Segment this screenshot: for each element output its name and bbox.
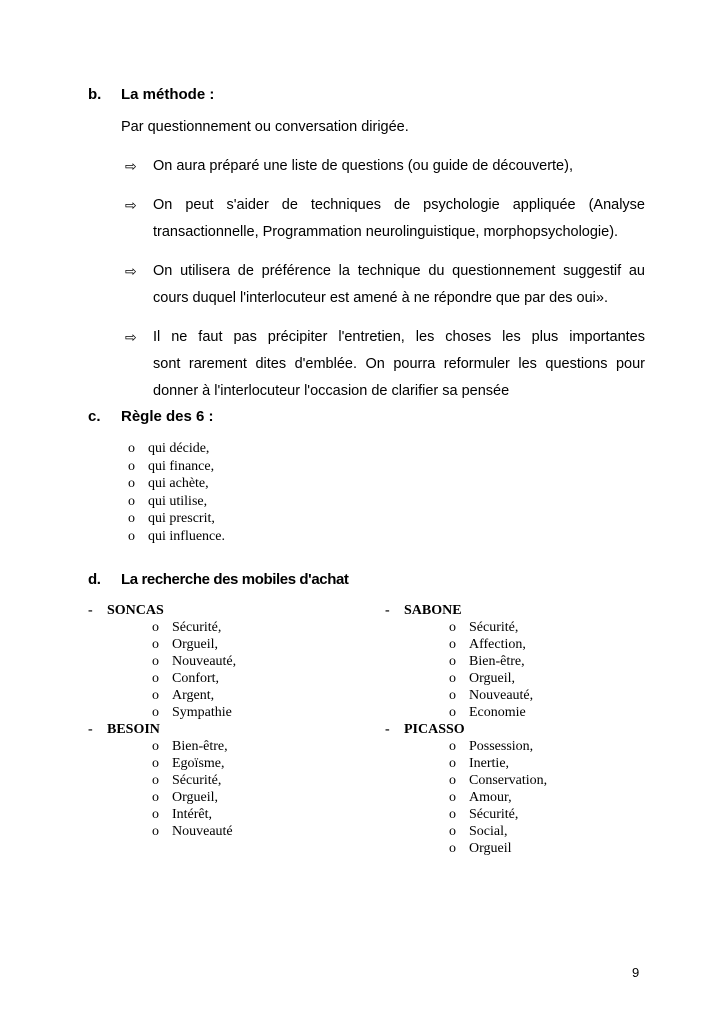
list-item-label: Nouveauté, bbox=[172, 654, 237, 669]
list-item-label: qui prescrit, bbox=[148, 511, 215, 526]
list-item bbox=[128, 493, 225, 511]
arrow-icon: ⇨ bbox=[125, 158, 137, 174]
arrow-icon: ⇨ bbox=[125, 263, 137, 279]
bullet-icon: o bbox=[449, 705, 456, 720]
bullet-icon: o bbox=[152, 773, 159, 788]
list-item-label: Sécurité, bbox=[469, 620, 519, 635]
section-d-title: La recherche des mobiles d'achat bbox=[121, 571, 349, 588]
group-title-picasso bbox=[385, 721, 547, 738]
list-item bbox=[449, 636, 547, 653]
soncas-list bbox=[88, 619, 236, 721]
arrow-item-line: On peut s'aider de techniques de psychologie appliquée (Analyse bbox=[153, 197, 645, 213]
list-item-label: Intérêt, bbox=[172, 807, 213, 822]
bullet-icon: o bbox=[449, 671, 456, 686]
bullet-icon: o bbox=[152, 756, 159, 771]
list-item-label: Affection, bbox=[469, 637, 526, 652]
section-c-title: Règle des 6 : bbox=[121, 408, 214, 425]
group-title-soncas bbox=[88, 602, 236, 619]
list-item bbox=[449, 806, 547, 823]
rule-of-six-list bbox=[128, 440, 225, 545]
section-b-intro: Par questionnement ou conversation dirigée. bbox=[121, 119, 409, 135]
list-item bbox=[449, 755, 547, 772]
bullet-icon: o bbox=[128, 476, 135, 491]
arrow-item-line: transactionnelle, Programmation neurolinguistique, morphopsychologie). bbox=[153, 224, 619, 240]
arrow-item-line: cours duquel l'interlocuteur est amené à ne répondre que par des oui». bbox=[153, 290, 608, 306]
picasso-list bbox=[385, 738, 547, 857]
bullet-icon: o bbox=[449, 739, 456, 754]
group-name: SONCAS bbox=[107, 603, 164, 618]
list-item-label: Orgueil, bbox=[172, 637, 219, 652]
list-item bbox=[449, 653, 547, 670]
bullet-icon: o bbox=[152, 790, 159, 805]
list-item bbox=[152, 687, 236, 704]
list-item bbox=[152, 823, 236, 840]
list-item bbox=[449, 704, 547, 721]
list-item-label: Confort, bbox=[172, 671, 220, 686]
list-item bbox=[152, 806, 236, 823]
bullet-icon: o bbox=[152, 654, 159, 669]
bullet-icon: o bbox=[152, 688, 159, 703]
bullet-icon: o bbox=[449, 637, 456, 652]
dash-icon: - bbox=[88, 722, 93, 737]
list-item bbox=[152, 636, 236, 653]
arrow-list-item bbox=[125, 324, 645, 405]
list-item-label: Bien-être, bbox=[469, 654, 525, 669]
bullet-icon: o bbox=[128, 441, 135, 456]
list-item-label: Orgueil, bbox=[469, 671, 516, 686]
bullet-icon: o bbox=[449, 654, 456, 669]
section-b-title: La méthode : bbox=[121, 86, 215, 103]
dash-icon: - bbox=[385, 603, 390, 618]
section-d-heading bbox=[88, 571, 349, 588]
arrow-item-line: On aura préparé une liste de questions (ou guide de découverte), bbox=[153, 158, 573, 174]
list-item-label: Conservation, bbox=[469, 773, 548, 788]
group-title-sabone bbox=[385, 602, 547, 619]
list-item bbox=[449, 840, 547, 857]
bullet-icon: o bbox=[152, 671, 159, 686]
bullet-icon: o bbox=[152, 620, 159, 635]
bullet-icon: o bbox=[152, 739, 159, 754]
list-item-label: qui achète, bbox=[148, 476, 209, 491]
list-item bbox=[152, 653, 236, 670]
list-item-label: Sympathie bbox=[172, 705, 232, 720]
arrow-icon: ⇨ bbox=[125, 197, 137, 213]
list-item-label: Nouveauté bbox=[172, 824, 233, 839]
list-item bbox=[449, 619, 547, 636]
besoin-list bbox=[88, 738, 236, 840]
arrow-icon: ⇨ bbox=[125, 329, 137, 345]
bullet-icon: o bbox=[152, 705, 159, 720]
left-column bbox=[88, 602, 236, 840]
list-item bbox=[152, 619, 236, 636]
list-item bbox=[128, 458, 225, 476]
bullet-icon: o bbox=[128, 528, 135, 544]
bullet-icon: o bbox=[128, 458, 135, 474]
right-column bbox=[385, 602, 547, 857]
list-item bbox=[128, 528, 225, 546]
list-item-label: Possession, bbox=[469, 739, 534, 754]
arrow-item-line: sont rarement dites d'emblée. On pourra reformuler les questions pour bbox=[153, 356, 645, 372]
list-item bbox=[152, 738, 236, 755]
list-item-label: Amour, bbox=[469, 790, 512, 805]
section-d-letter: d. bbox=[88, 571, 101, 588]
dash-icon: - bbox=[385, 722, 390, 737]
bullet-icon: o bbox=[449, 756, 456, 771]
section-c-letter: c. bbox=[88, 408, 101, 425]
list-item-label: Bien-être, bbox=[172, 739, 228, 754]
list-item bbox=[128, 510, 225, 528]
group-name: BESOIN bbox=[107, 722, 160, 737]
bullet-icon: o bbox=[152, 824, 159, 839]
arrow-item-line: On utilisera de préférence la technique du questionnement suggestif au bbox=[153, 263, 645, 279]
page-number: 9 bbox=[632, 965, 640, 980]
list-item-label: Orgueil bbox=[469, 841, 512, 856]
list-item bbox=[449, 670, 547, 687]
list-item-label: Orgueil, bbox=[172, 790, 219, 805]
list-item-label: Inertie, bbox=[469, 756, 510, 771]
list-item-label: Social, bbox=[469, 824, 508, 839]
bullet-icon: o bbox=[128, 493, 135, 509]
arrow-list-item bbox=[125, 258, 645, 312]
bullet-icon: o bbox=[449, 620, 456, 635]
list-item bbox=[449, 738, 547, 755]
list-item bbox=[128, 475, 225, 493]
list-item-label: Sécurité, bbox=[469, 807, 519, 822]
list-item-label: qui décide, bbox=[148, 441, 210, 456]
section-b-arrow-list bbox=[125, 153, 645, 417]
list-item bbox=[152, 772, 236, 789]
bullet-icon: o bbox=[152, 807, 159, 822]
sabone-list bbox=[385, 619, 547, 721]
list-item-label: Argent, bbox=[172, 688, 215, 703]
list-item-label: Economie bbox=[469, 705, 526, 720]
group-title-besoin bbox=[88, 721, 236, 738]
dash-icon: - bbox=[88, 603, 93, 618]
list-item bbox=[152, 704, 236, 721]
arrow-item-line: Il ne faut pas précipiter l'entretien, les choses les plus importantes bbox=[153, 329, 645, 345]
list-item-label: Nouveauté, bbox=[469, 688, 534, 703]
bullet-icon: o bbox=[449, 824, 456, 839]
list-item bbox=[449, 823, 547, 840]
bullet-icon: o bbox=[449, 807, 456, 822]
list-item bbox=[449, 772, 547, 789]
list-item bbox=[152, 755, 236, 772]
list-item bbox=[449, 789, 547, 806]
list-item bbox=[449, 687, 547, 704]
list-item bbox=[152, 789, 236, 806]
arrow-list-item bbox=[125, 153, 645, 180]
bullet-icon: o bbox=[152, 637, 159, 652]
group-name: SABONE bbox=[404, 603, 462, 618]
list-item-label: qui utilise, bbox=[148, 493, 208, 509]
section-b-heading bbox=[88, 86, 214, 103]
arrow-item-line: donner à l'interlocuteur l'occasion de clarifier sa pensée bbox=[153, 383, 510, 399]
list-item-label: qui influence. bbox=[148, 528, 225, 544]
list-item bbox=[152, 670, 236, 687]
list-item-label: Sécurité, bbox=[172, 620, 222, 635]
bullet-icon: o bbox=[449, 688, 456, 703]
list-item-label: Egoïsme, bbox=[172, 756, 225, 771]
bullet-icon: o bbox=[449, 790, 456, 805]
group-name: PICASSO bbox=[404, 722, 465, 737]
list-item-label: qui finance, bbox=[148, 458, 215, 474]
list-item-label: Sécurité, bbox=[172, 773, 222, 788]
bullet-icon: o bbox=[449, 841, 456, 856]
arrow-list-item bbox=[125, 192, 645, 246]
section-b-letter: b. bbox=[88, 86, 102, 103]
bullet-icon: o bbox=[128, 511, 135, 526]
bullet-icon: o bbox=[449, 773, 456, 788]
section-c-heading bbox=[88, 408, 214, 425]
list-item bbox=[128, 440, 225, 458]
